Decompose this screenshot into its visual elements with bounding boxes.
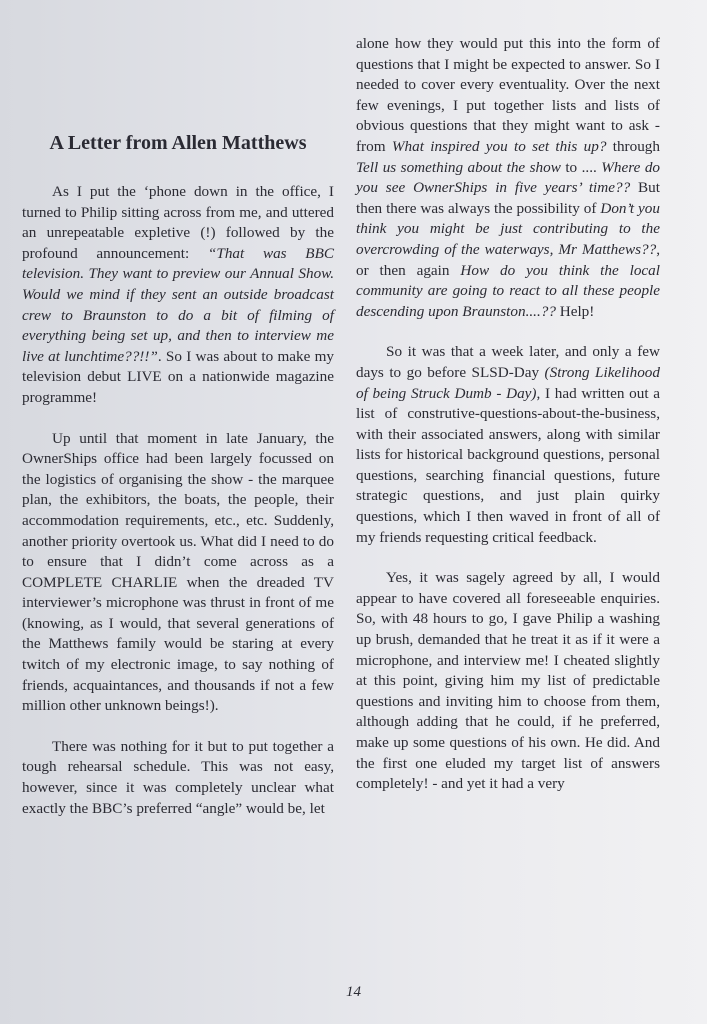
text-run: As I put the ‘phone down in the office, I turned to Philip sitting across from me, and uttered an unrepeatable expletive (!) followed by the profound announcement: xyxy=(22,183,334,262)
text-run: to .... xyxy=(560,158,602,176)
text-run: alone how they would put this into the form of questions that I might be expected to answer. So I needed to cover every eventuality. Over the next few evenings, I put together lists and lists of obvious questions that they might want to ask - from xyxy=(356,35,660,155)
text-run: There was nothing for it but to put together a tough rehearsal schedule. This was not easy, however, since it was completely unclear what exactly the BBC’s preferred “angle” would be, let xyxy=(22,737,334,817)
italic-text: Don’t you think you might be just contributing to the overcrowding of the waterways, Mr Matthews?? xyxy=(356,199,660,258)
text-run: , or then again xyxy=(356,240,660,279)
article-title: A Letter from Allen Matthews xyxy=(49,132,307,154)
italic-text: (Strong Likelihood of being Struck Dumb - Day) xyxy=(356,363,660,402)
right-column xyxy=(356,34,660,815)
paragraph xyxy=(22,429,334,717)
italic-text: How do you think the local community are going to react to all these people descending upon Braunston....?? xyxy=(356,261,660,320)
paragraph xyxy=(356,568,660,795)
italic-text: “That was BBC television. They want to preview our Annual Show. Would we mind if they sent an outside broadcast crew to Braunston to do a bit of filming of everything being set up, and then to interview me live at lunchtime??!!” xyxy=(22,244,334,365)
italic-text: Tell us something about the show xyxy=(356,158,561,176)
italic-text: What inspired you to set this up? xyxy=(391,137,607,155)
text-run: through xyxy=(606,137,660,155)
paragraph xyxy=(22,182,334,409)
left-column xyxy=(22,130,334,839)
text-run: Up until that moment in late January, the OwnerShips office had been largely focussed on the logistics of organising the show - the marquee plan, the exhibitors, the boats, the people, their accommodation requirements, etc., etc. Suddenly, another priority overtook us. What did I need to do to ensure that I didn’t come across as a COMPLETE CHARLIE when the dreaded TV interviewer’s microphone was thrust in front of me (knowing, as I would, that several generations of the Matthews family would be staring at every twitch of my electronic image, to say nothing of friends, acquaintances, and thousands if not a few million other unknown beings!). xyxy=(22,429,334,715)
text-run: . So I was about to make my television debut LIVE on a nationwide magazine programme! xyxy=(22,347,334,406)
paragraph xyxy=(356,34,660,322)
text-run: Yes, it was sagely agreed by all, I would appear to have covered all foreseeable enquiries. So, with 48 hours to go, I gave Philip a washing up brush, demanded that he treat it as if it were a microphone, and interview me! I cheated slightly at this point, giving him my list of predictable questions and inviting him to choose from them, although adding that he could, if he preferred, make up some questions of his own. He did. And the first one eluded my target list of answers completely! - and yet it had a very xyxy=(356,569,660,793)
italic-text: Where do you see OwnerShips in five years’ time?? xyxy=(356,158,661,197)
text-run: But then there was always the possibility of xyxy=(356,179,660,217)
paragraph xyxy=(356,342,660,548)
text-run: Help! xyxy=(555,302,595,320)
page-number: 14 xyxy=(346,984,361,1000)
text-run: So it was that a week later, and only a few days to go before SLSD-Day xyxy=(356,343,660,381)
paragraph xyxy=(22,737,334,819)
text-run: , I had written out a list of construtive-questions-about-the-business, with their associated answers, along with similar lists for historical background questions, personal questions, searching financial questions, future strategic questions, and just plain quirky questions, which I then waved in front of all of my friends requesting critical feedback. xyxy=(356,384,660,546)
